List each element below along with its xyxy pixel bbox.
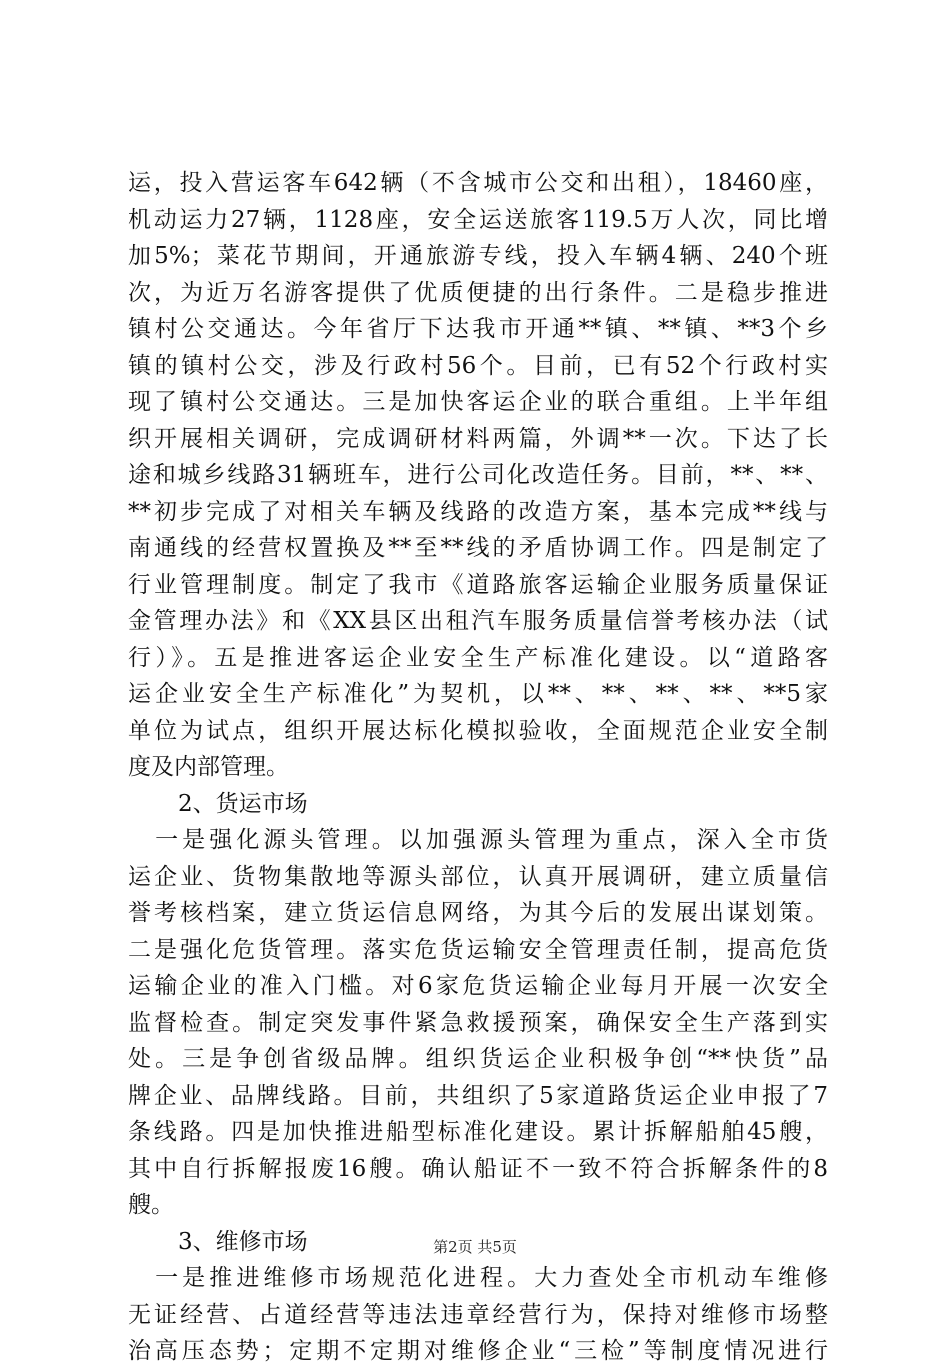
body-line: 加5%；菜花节期间，开通旅游专线，投入车辆4辆、240个班 [128, 243, 828, 269]
body-line: 行）》。五是推进客运企业安全生产标准化建设。以“道路客 [128, 644, 828, 671]
body-line: 南通线的经营权置换及**至**线的矛盾协调工作。四是制定了 [128, 535, 828, 561]
body-line: 镇的镇村公交，涉及行政村56个。目前，已有52个行政村实 [128, 352, 828, 379]
body-line: 单位为试点，组织开展达标化模拟验收，全面规范企业安全制 [128, 717, 828, 744]
body-line: 运企业、货物集散地等源头部位，认真开展调研，建立质量信 [128, 863, 828, 890]
body-line: 监督检查。制定突发事件紧急救援预案，确保安全生产落到实 [128, 1009, 828, 1036]
body-line: 运，投入营运客车642辆（不含城市公交和出租），18460座， [128, 170, 828, 196]
body-line: 其中自行拆解报废16艘。确认船证不一致不符合拆解条件的8 [128, 1155, 828, 1182]
body-line: 次，为近万名游客提供了优质便捷的出行条件。二是稳步推进 [128, 279, 828, 306]
body-line: 条线路。四是加快推进船型标准化建设。累计拆解船舶45艘， [128, 1119, 828, 1145]
body-line: 现了镇村公交通达。三是加快客运企业的联合重组。上半年组 [128, 389, 828, 415]
body-line: 织开展相关调研，完成调研材料两篇，外调**一次。下达了长 [128, 425, 828, 452]
page-number-footer: 第2页 共5页 [433, 1238, 517, 1256]
body-line: 行业管理制度。制定了我市《道路旅客运输企业服务质量保证 [128, 571, 828, 598]
body-line: 镇村公交通达。今年省厅下达我市开通**镇、**镇、**3个乡 [128, 316, 828, 342]
body-line: 机动运力27辆，1128座，安全运送旅客119.5万人次，同比增 [128, 206, 828, 233]
body-line: 二是强化危货管理。落实危货运输安全管理责任制，提高危货 [128, 936, 828, 963]
body-line: 一是强化源头管理。以加强源头管理为重点，深入全市货 [128, 827, 828, 853]
body-line: 牌企业、品牌线路。目前，共组织了5家道路货运企业申报了7 [128, 1082, 828, 1109]
body-line: **初步完成了对相关车辆及线路的改造方案，基本完成**线与 [128, 498, 828, 525]
body-line: 一是推进维修市场规范化进程。大力查处全市机动车维修 [128, 1265, 828, 1291]
body-line: 治高压态势；定期不定期对维修企业“三检”等制度情况进行 [128, 1338, 828, 1364]
section-heading-repair: 3、维修市场 [178, 1228, 308, 1255]
body-line: 金管理办法》和《XX县区出租汽车服务质量信誉考核办法（试 [128, 608, 828, 634]
body-line: 誉考核档案，建立货运信息网络，为其今后的发展出谋划策。 [128, 900, 828, 926]
body-line: 处。三是争创省级品牌。组织货运企业积极争创“**快货”品 [128, 1046, 828, 1072]
body-line: 无证经营、占道经营等违法违章经营行为，保持对维修市场整 [128, 1301, 828, 1328]
section-heading-freight: 2、货运市场 [178, 790, 308, 817]
body-line: 艘。 [128, 1192, 174, 1218]
body-line: 运输企业的准入门槛。对6家危货运输企业每月开展一次安全 [128, 973, 828, 999]
body-line: 度及内部管理。 [128, 754, 289, 780]
body-line: 运企业安全生产标准化”为契机，以**、**、**、**、**5家 [128, 681, 828, 707]
body-line: 途和城乡线路31辆班车，进行公司化改造任务。目前，**、**、 [128, 462, 828, 488]
